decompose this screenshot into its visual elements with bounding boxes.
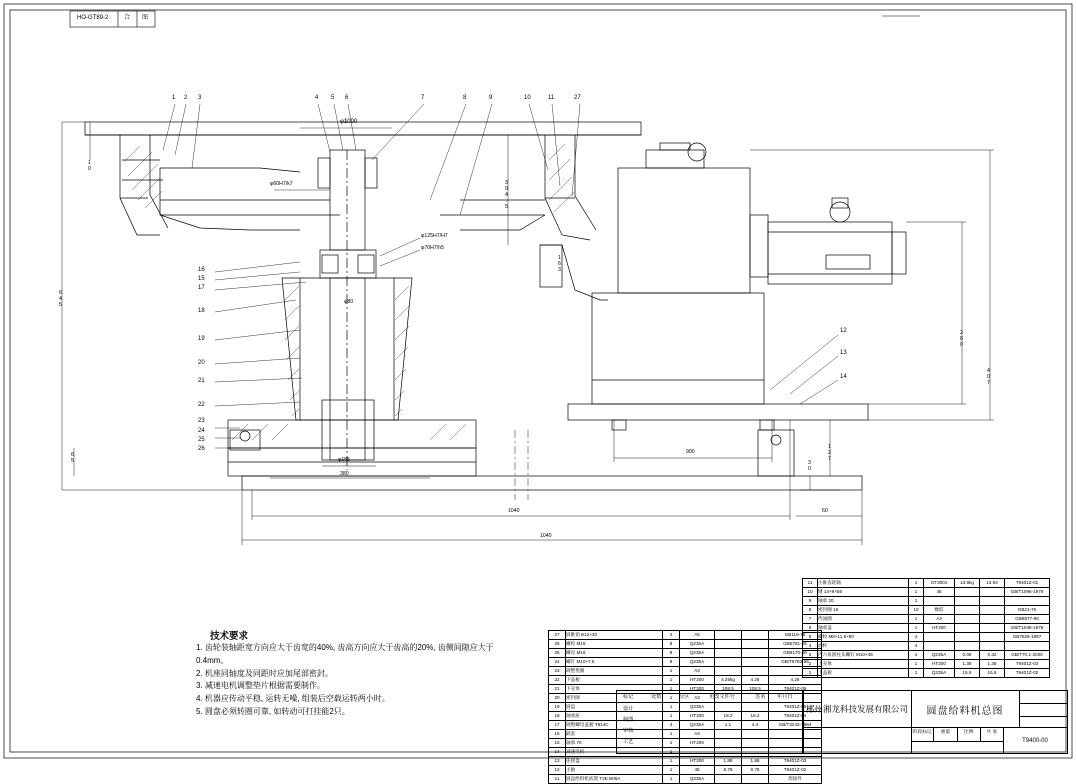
table-cell: 3 xyxy=(803,651,818,660)
table-cell: 1 xyxy=(663,685,680,694)
table-cell: 24 xyxy=(549,658,566,667)
table-cell: 45 xyxy=(924,588,955,597)
revision-label-5: 年月日 xyxy=(777,694,793,700)
table-cell: 15 xyxy=(549,739,566,748)
table-cell: GB/T1048-1979 xyxy=(1005,624,1050,633)
table-cell: 0.32 xyxy=(980,651,1005,660)
table-cell: Q235A xyxy=(680,703,715,712)
balloon-1: 1 xyxy=(172,95,176,101)
table-cell: 23 xyxy=(549,667,566,676)
balloon-20: 20 xyxy=(198,360,205,366)
table-cell: 2 xyxy=(803,660,818,669)
table-row xyxy=(803,669,1050,678)
table-cell: T9401Z-03 xyxy=(769,757,822,766)
table-cell: 调整螺母盖板 T814C xyxy=(566,721,663,730)
table-cell: 挡油圈 xyxy=(818,615,909,624)
table-cell: Q235A xyxy=(680,649,715,658)
table-cell xyxy=(769,667,822,676)
table-cell: Q235A xyxy=(924,669,955,678)
table-row xyxy=(803,579,1050,588)
table-cell: 4.25kg xyxy=(715,676,742,685)
table-cell: 17 xyxy=(549,721,566,730)
table-cell: 4 xyxy=(909,633,924,642)
table-cell: 16 xyxy=(549,730,566,739)
balloon-8: 8 xyxy=(463,95,467,101)
revision-label-2: 分区 xyxy=(679,694,690,700)
dim-127: 127 xyxy=(826,444,833,462)
table-cell: 15.9 xyxy=(980,669,1005,678)
dim-bore-80: φ80 xyxy=(344,299,354,305)
revision-label-3: 更改文件号 xyxy=(709,694,735,700)
balloon-25: 25 xyxy=(198,437,205,443)
table-row xyxy=(549,766,822,775)
table-cell: 1.38 xyxy=(955,660,980,669)
balloon-10: 10 xyxy=(524,95,531,101)
table-cell: 下壳体 xyxy=(566,685,663,694)
table-cell: 8 xyxy=(803,606,818,615)
balloon-19: 19 xyxy=(198,336,205,342)
table-cell: 19 xyxy=(549,703,566,712)
table-cell: 1 xyxy=(663,694,680,703)
table-cell: 4 xyxy=(909,642,924,651)
table-cell xyxy=(742,658,769,667)
role-label-2: 审核 xyxy=(623,728,634,734)
table-cell: 13 xyxy=(549,757,566,766)
table-cell: 螺栓 M8×11.5×80 xyxy=(818,633,909,642)
table-cell: 下盖板 xyxy=(566,676,663,685)
drawing-number: T9400-00 xyxy=(1022,738,1048,744)
requirement-item: 3. 减速电机调整垫片根据需要制作。 xyxy=(196,681,325,691)
table-row xyxy=(549,676,822,685)
table-cell xyxy=(955,642,980,651)
table-cell: 13.94 xyxy=(980,579,1005,588)
balloon-11: 11 xyxy=(548,95,555,101)
dim-fit-70: φ70H7/h5 xyxy=(421,245,444,251)
company-name: 郴州湘龙科技发展有限公司 xyxy=(805,704,908,714)
table-cell: 25 xyxy=(549,649,566,658)
table-cell xyxy=(980,633,1005,642)
revision-label-0: 标记 xyxy=(623,694,634,700)
stage-label: 阶段标记 xyxy=(911,728,934,741)
table-cell: 1 xyxy=(663,748,680,757)
table-cell: 1 xyxy=(663,676,680,685)
table-row xyxy=(549,631,822,640)
balloon-17: 17 xyxy=(198,285,205,291)
table-cell xyxy=(924,597,955,606)
table-cell: GB119-76 xyxy=(769,631,822,640)
table-cell: A5 xyxy=(680,631,715,640)
table-cell: 8 xyxy=(663,640,680,649)
table-cell: 108.5 xyxy=(715,685,742,694)
mass-label: 重量 xyxy=(934,728,957,741)
table-cell: 1 xyxy=(909,624,924,633)
table-cell: 6 xyxy=(803,624,818,633)
table-cell: 1.88 xyxy=(742,757,769,766)
table-cell: T9401Z-06 xyxy=(769,685,822,694)
table-cell: Q235A xyxy=(680,721,715,730)
title-block xyxy=(802,690,1068,754)
table-cell: 油杯 xyxy=(818,642,909,651)
table-cell xyxy=(980,606,1005,615)
sheets-label: 共 张 xyxy=(986,730,998,735)
table-cell: 13.9kg xyxy=(955,579,980,588)
table-row xyxy=(549,667,822,676)
table-cell: 内六角圆柱头螺钉 M10×45 xyxy=(818,651,909,660)
table-cell: T9401Z-02 xyxy=(769,766,822,775)
requirement-item: 1. 齿轮装轴距宽方向应大于齿宽的40%, 齿高方向应大于齿高的20%, 齿侧间隙应大于0.4mm。 xyxy=(196,643,494,665)
table-cell: 密封圈 19 xyxy=(818,606,909,615)
dim-163: 163 xyxy=(556,255,563,273)
dim-394: 394.5 xyxy=(503,180,510,210)
table-cell: 27 xyxy=(549,631,566,640)
table-cell: 轴承 20 xyxy=(818,597,909,606)
revision-label-4: 签名 xyxy=(755,694,766,700)
table-cell: 螺母 M16 xyxy=(566,649,663,658)
table-cell: 圆盘给料机底架 T2E B05A xyxy=(566,775,663,784)
table-cell: 4.25 xyxy=(769,676,822,685)
table-cell xyxy=(742,775,769,784)
table-cell: HT200 xyxy=(680,685,715,694)
table-cell: 连接盘 xyxy=(566,757,663,766)
table-cell: 4 xyxy=(909,651,924,660)
table-cell xyxy=(715,667,742,676)
balloon-27: 27 xyxy=(574,95,581,101)
table-cell: 9 xyxy=(803,597,818,606)
table-cell: GB/T70.1-2000 xyxy=(1005,651,1050,660)
table-cell: 轴承 70 xyxy=(566,739,663,748)
table-cell xyxy=(924,642,955,651)
table-cell: A3 xyxy=(680,667,715,676)
table-cell: 密封圈 xyxy=(566,694,663,703)
table-cell: 12 xyxy=(549,766,566,775)
table-cell xyxy=(980,642,1005,651)
table-cell: 1 xyxy=(803,669,818,678)
code-label: HO-GT89-2 xyxy=(77,15,109,21)
table-row xyxy=(549,757,822,766)
table-row xyxy=(803,651,1050,660)
table-cell: 1 xyxy=(663,712,680,721)
balloon-16: 16 xyxy=(198,267,205,273)
table-cell: 22 xyxy=(549,676,566,685)
requirement-item: 2. 机座同轴度及同距时应加尾部密封。 xyxy=(196,668,333,678)
table-cell: T9401Z-03 xyxy=(1005,660,1050,669)
dim-407: 407 xyxy=(985,368,992,386)
table-cell xyxy=(955,615,980,624)
role-label-0: 设计 xyxy=(623,706,634,712)
dim-fit-125: φ125H7/H7 xyxy=(421,233,448,239)
table-cell: HT200 xyxy=(680,739,715,748)
table-cell: 1.38 xyxy=(980,660,1005,669)
table-cell: 20 xyxy=(549,694,566,703)
parts-table-upper xyxy=(802,578,1050,678)
balloon-12: 12 xyxy=(840,328,847,334)
table-cell xyxy=(980,597,1005,606)
table-row xyxy=(549,649,822,658)
table-cell: 14 xyxy=(549,748,566,757)
balloon-23: 23 xyxy=(198,418,205,424)
dim-fit-60: φ60H7/k7 xyxy=(270,181,293,187)
table-cell xyxy=(955,606,980,615)
role-label-1: 制图 xyxy=(623,717,634,723)
table-cell: 1 xyxy=(663,730,680,739)
table-cell xyxy=(742,667,769,676)
code-cell-1: 合 xyxy=(124,15,131,21)
technical-requirements xyxy=(196,628,526,719)
table-cell: 4 xyxy=(663,721,680,730)
table-cell: 键 14×9×56 xyxy=(818,588,909,597)
table-cell: GB5781-86 xyxy=(769,640,822,649)
table-cell: 1 xyxy=(909,615,924,624)
table-cell: 0.08 xyxy=(955,651,980,660)
table-cell: HT200 xyxy=(924,624,955,633)
table-cell: 圆锥销 B12×30 xyxy=(566,631,663,640)
balloon-26: 26 xyxy=(198,446,205,452)
table-cell: 1 xyxy=(909,579,924,588)
table-cell: 4.4 xyxy=(742,721,769,730)
role-label-3: 工艺 xyxy=(623,739,634,745)
table-cell: 轴承座 xyxy=(566,712,663,721)
table-cell: 1 xyxy=(663,757,680,766)
table-cell xyxy=(980,624,1005,633)
table-cell xyxy=(715,631,742,640)
table-cell: 1.88 xyxy=(715,757,742,766)
balloon-15: 15 xyxy=(198,276,205,282)
table-cell: 4 xyxy=(803,642,818,651)
dim-900: 900 xyxy=(686,449,695,455)
table-row xyxy=(549,775,822,784)
table-cell: GB/T3243-1984 xyxy=(769,721,822,730)
table-cell xyxy=(980,588,1005,597)
table-cell xyxy=(742,631,769,640)
revision-block xyxy=(616,690,804,754)
dim-10: 10 xyxy=(86,160,93,172)
table-cell: A3 xyxy=(680,694,715,703)
table-cell: GB21-76 xyxy=(1005,606,1050,615)
table-cell: 主轴 xyxy=(566,766,663,775)
balloon-24: 24 xyxy=(198,428,205,434)
table-cell: 1 xyxy=(909,669,924,678)
table-cell xyxy=(1005,597,1050,606)
table-row xyxy=(803,597,1050,606)
table-cell xyxy=(1005,642,1050,651)
table-cell: Q235A xyxy=(680,658,715,667)
table-cell: 8.78 xyxy=(742,766,769,775)
table-cell: 2 xyxy=(663,631,680,640)
table-cell: 8.78 xyxy=(715,766,742,775)
dim-380: 380 xyxy=(340,471,349,477)
table-cell: A3 xyxy=(680,730,715,739)
table-cell: T9401Z-01 xyxy=(1005,579,1050,588)
balloon-18: 18 xyxy=(198,308,205,314)
table-cell: 小锥齿轮轴 xyxy=(818,579,909,588)
requirements-heading: 技术要求 xyxy=(210,631,249,642)
dim-280: 280 xyxy=(958,330,965,348)
table-cell: 5 xyxy=(803,633,818,642)
table-cell: 1.1 xyxy=(715,721,742,730)
table-cell: 21 xyxy=(549,685,566,694)
table-cell: GB/T5783-86 xyxy=(769,658,822,667)
balloon-6: 6 xyxy=(345,95,349,101)
balloon-13: 13 xyxy=(840,350,847,356)
requirement-item: 4. 机器应传动平稳, 运转无噪, 组装后空载运转两小时。 xyxy=(196,694,390,704)
table-cell xyxy=(742,640,769,649)
table-cell: 18.2 xyxy=(715,712,742,721)
drawing-title: 圆盘给料机总图 xyxy=(926,705,1004,717)
table-cell: GB9877-86 xyxy=(1005,615,1050,624)
table-row xyxy=(803,633,1050,642)
table-cell xyxy=(924,633,955,642)
balloon-14: 14 xyxy=(840,374,847,380)
table-cell: 108.5 xyxy=(742,685,769,694)
table-cell: 18 xyxy=(549,712,566,721)
table-cell: 1 xyxy=(909,597,924,606)
table-row xyxy=(803,588,1050,597)
table-cell: 8 xyxy=(663,658,680,667)
balloon-2: 2 xyxy=(184,95,188,101)
table-cell: 圆盘 xyxy=(566,703,663,712)
table-cell xyxy=(955,624,980,633)
table-cell: HT200 xyxy=(680,757,715,766)
table-cell: 45 xyxy=(680,766,715,775)
balloon-7: 7 xyxy=(421,95,425,101)
table-cell: 减速电机 xyxy=(566,748,663,757)
table-row xyxy=(803,642,1050,651)
table-cell: 11 xyxy=(549,775,566,784)
balloon-3: 3 xyxy=(198,95,202,101)
table-cell: Q235A xyxy=(680,775,715,784)
table-cell xyxy=(955,633,980,642)
table-cell: 1 xyxy=(909,588,924,597)
table-cell: 隔套 xyxy=(566,730,663,739)
table-cell: GB7528-1987 xyxy=(1005,633,1050,642)
table-cell: 螺栓 M16 xyxy=(566,640,663,649)
table-cell xyxy=(955,597,980,606)
table-cell: 8 xyxy=(663,649,680,658)
table-cell: 橡胶 xyxy=(924,606,955,615)
table-cell: 上壳体 xyxy=(818,660,909,669)
table-cell xyxy=(742,649,769,658)
table-cell xyxy=(715,658,742,667)
revision-label-1: 处数 xyxy=(651,694,662,700)
dim-disc-diameter: φ1000 xyxy=(340,119,358,125)
table-row xyxy=(549,640,822,649)
table-cell: 7 xyxy=(803,615,818,624)
code-cell-2: 图 xyxy=(142,15,149,21)
table-cell: 调整垫圈 xyxy=(566,667,663,676)
table-cell: 15.9 xyxy=(955,669,980,678)
table-cell: 1 xyxy=(663,766,680,775)
dim-dia-155: φ155 xyxy=(338,457,351,463)
table-cell: 26 xyxy=(549,640,566,649)
table-cell: Q235A xyxy=(680,640,715,649)
table-cell xyxy=(715,640,742,649)
parts-table-upper-grid xyxy=(802,578,1050,678)
table-cell: 1 xyxy=(663,739,680,748)
table-cell: GB6170-86 xyxy=(769,649,822,658)
table-cell xyxy=(715,775,742,784)
table-row xyxy=(803,624,1050,633)
table-cell: 轴承盖 xyxy=(818,624,909,633)
dim-60: 60 xyxy=(822,508,828,514)
table-cell: GB/T1096-1979 xyxy=(1005,588,1050,597)
dim-65: 65 xyxy=(69,452,76,464)
table-row xyxy=(803,660,1050,669)
table-row xyxy=(803,606,1050,615)
table-cell: 1 xyxy=(663,775,680,784)
table-cell: 上盖板 xyxy=(818,669,909,678)
table-cell xyxy=(715,649,742,658)
balloon-22: 22 xyxy=(198,402,205,408)
table-cell: 焊接件 xyxy=(769,775,822,784)
dim-30: 30 xyxy=(806,460,813,472)
table-cell: 10 xyxy=(803,588,818,597)
dim-1040-inner: 1040 xyxy=(508,508,520,514)
balloon-9: 9 xyxy=(489,95,493,101)
table-cell: T9401Z-04 xyxy=(769,712,822,721)
table-cell xyxy=(955,588,980,597)
table-row xyxy=(549,658,822,667)
table-cell: 4.25 xyxy=(742,676,769,685)
table-cell: HT200 xyxy=(924,660,955,669)
requirement-item: 5. 圆盘必须转圈可靠, 如转动可打挂能2只。 xyxy=(196,706,350,716)
table-cell: HT200 xyxy=(680,712,715,721)
table-cell: Q235A xyxy=(924,651,955,660)
table-cell: 1 xyxy=(663,667,680,676)
scale-label: 比例 xyxy=(958,728,981,741)
balloon-4: 4 xyxy=(315,95,319,101)
table-cell: 10 xyxy=(909,606,924,615)
table-cell: 11 xyxy=(803,579,818,588)
table-cell: 1 xyxy=(909,660,924,669)
table-cell xyxy=(980,615,1005,624)
balloon-21: 21 xyxy=(198,378,205,384)
table-cell: A3 xyxy=(924,615,955,624)
table-cell: GT3001 xyxy=(924,579,955,588)
table-row xyxy=(803,615,1050,624)
table-cell: T9401Z-05 xyxy=(769,703,822,712)
dim-1040-outer: 1040 xyxy=(540,533,552,539)
table-cell: HT200 xyxy=(680,676,715,685)
table-cell: 螺钉 M10×7.5 xyxy=(566,658,663,667)
table-cell: 18.2 xyxy=(742,712,769,721)
balloon-5: 5 xyxy=(331,95,335,101)
table-cell: T9401Z-02 xyxy=(1005,669,1050,678)
table-cell: 1 xyxy=(663,703,680,712)
dim-645: 645 xyxy=(57,290,64,308)
